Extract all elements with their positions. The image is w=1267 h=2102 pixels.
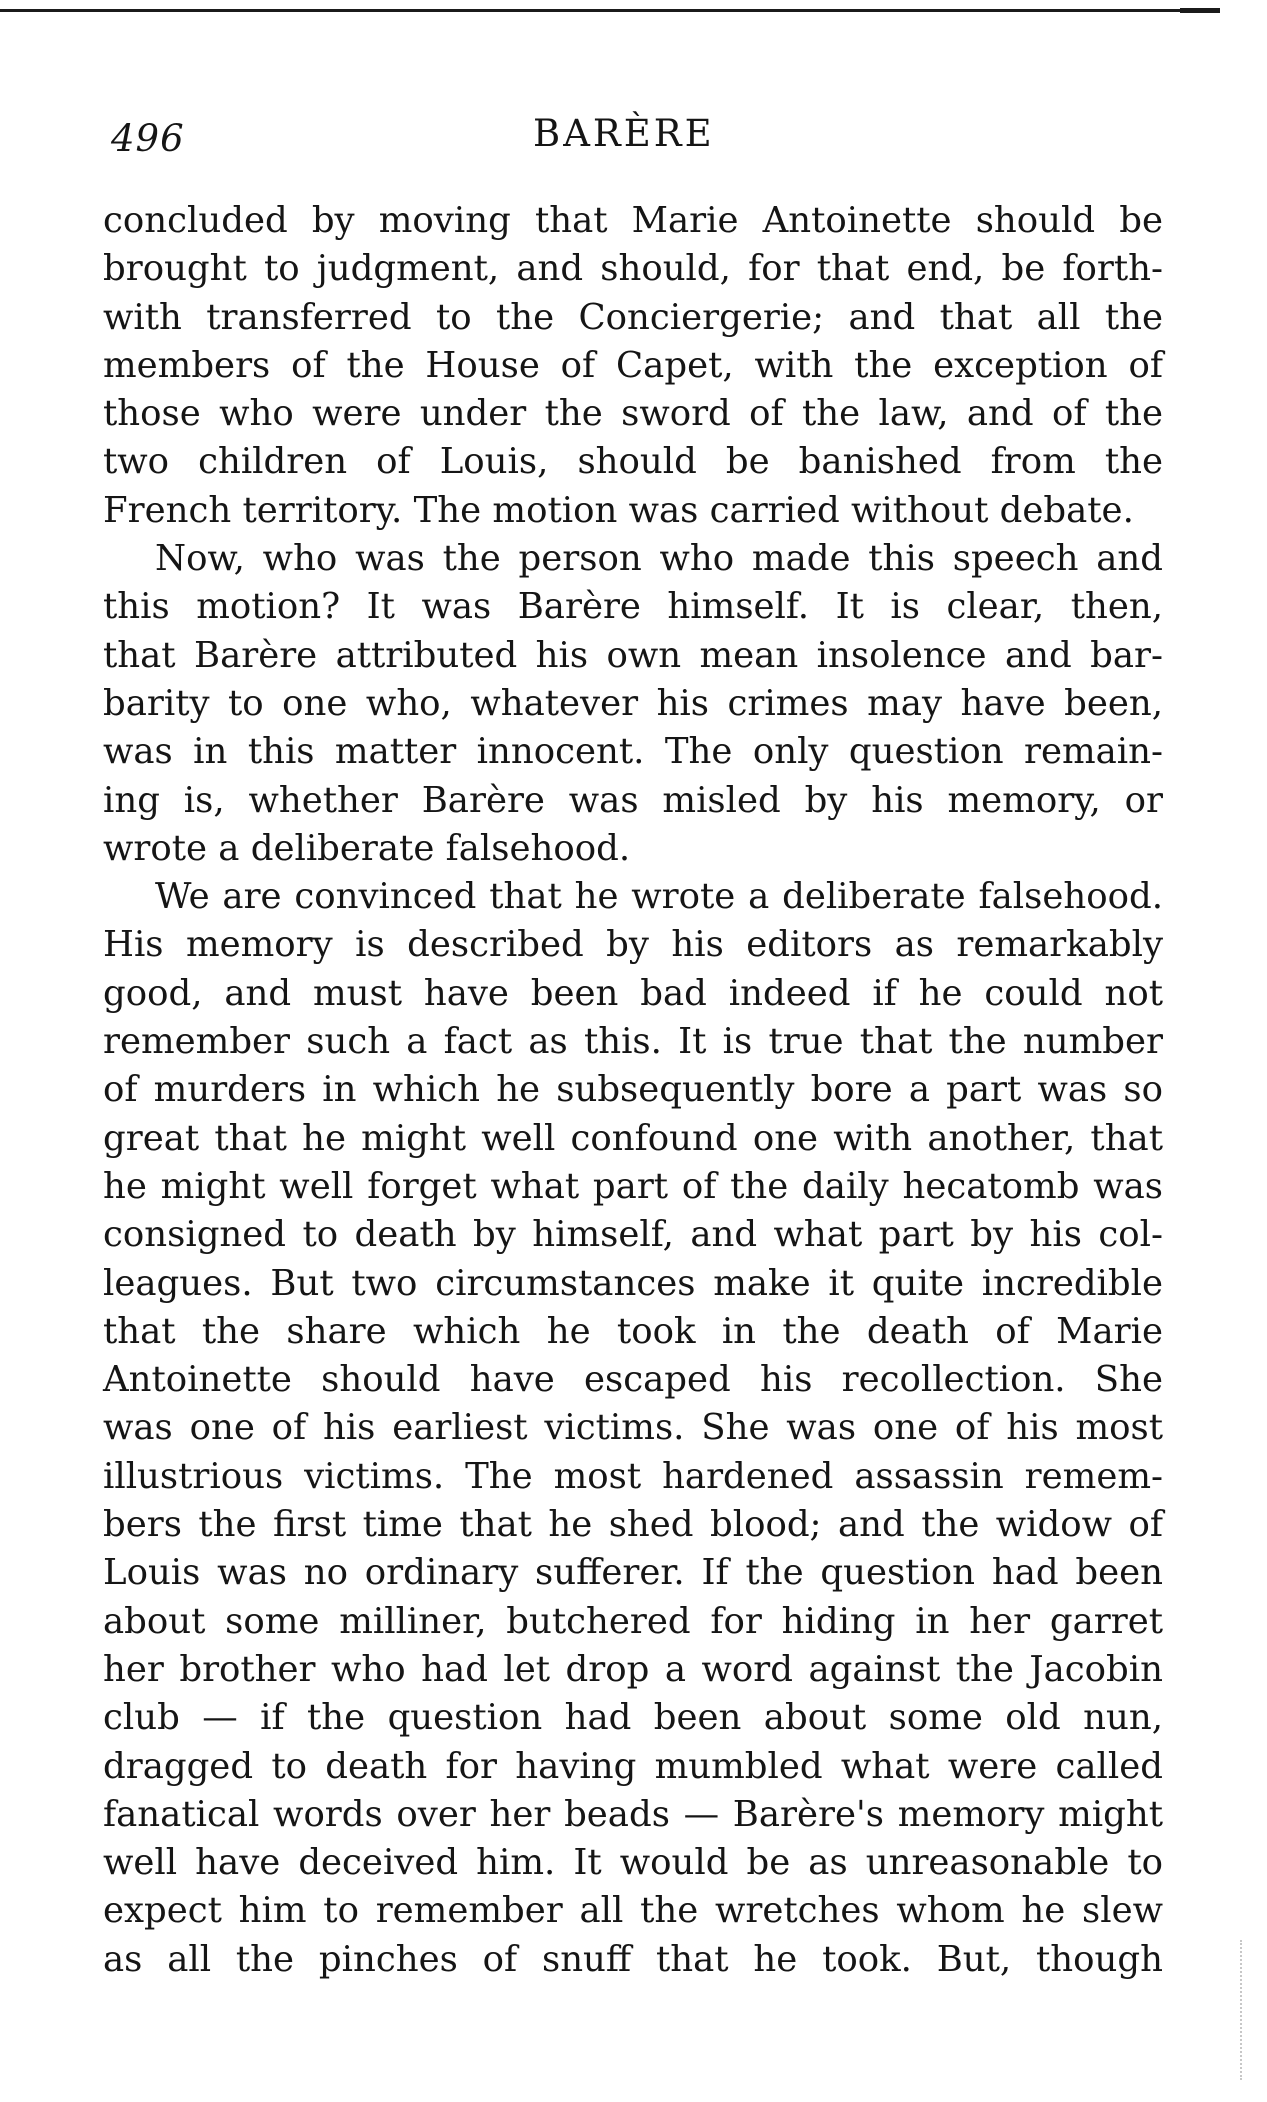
page-header	[103, 112, 1163, 172]
text-line: fanatical words over her beads — Barère's memory might	[103, 1793, 1163, 1835]
text-line: this motion? It was Barère himself. It is clear, then,	[103, 586, 1163, 628]
text-line: wrote a deliberate falsehood.	[103, 827, 631, 869]
text-line: club — if the question had been about some old nun,	[103, 1697, 1163, 1739]
text-line: Antoinette should have escaped his recollection. She	[103, 1359, 1163, 1401]
text-line: bers the first time that he shed blood; and the widow of	[103, 1504, 1163, 1546]
body-text	[103, 197, 1163, 1984]
text-line: those who were under the sword of the law, and of the	[103, 393, 1163, 435]
text-line: great that he might well confound one with another, that	[103, 1117, 1163, 1159]
text-line: brought to judgment, and should, for that end, be forth-	[103, 248, 1163, 290]
text-line: he might well forget what part of the daily hecatomb was	[103, 1165, 1163, 1207]
text-line: two children of Louis, should be banished from the	[103, 441, 1163, 483]
text-line: as all the pinches of snuff that he took. But, though	[103, 1938, 1163, 1980]
text-line: French territory. The motion was carried without debate.	[103, 489, 1134, 531]
scan-margin-artifact	[1240, 1940, 1248, 2080]
text-line: about some milliner, butchered for hiding in her garret	[103, 1600, 1163, 1642]
text-line: leagues. But two circumstances make it quite incredible	[103, 1262, 1163, 1304]
text-line: illustrious victims. The most hardened assassin remem-	[103, 1455, 1163, 1497]
text-line: His memory is described by his editors as remarkably	[103, 924, 1163, 966]
text-line: well have deceived him. It would be as unreasonable to	[103, 1842, 1163, 1884]
text-line: expect him to remember all the wretches whom he slew	[103, 1890, 1163, 1932]
text-line: barity to one who, whatever his crimes may have been,	[103, 682, 1163, 724]
text-line: with transferred to the Conciergerie; and that all the	[103, 296, 1163, 338]
text-line: was in this matter innocent. The only question remain-	[103, 731, 1163, 773]
text-line: Louis was no ordinary sufferer. If the question had been	[103, 1552, 1163, 1594]
text-line: ing is, whether Barère was misled by his memory, or	[103, 779, 1163, 821]
top-rule	[0, 9, 1220, 12]
page-number: 496	[111, 117, 185, 160]
text-line: that Barère attributed his own mean insolence and bar-	[103, 634, 1163, 676]
text-line: members of the House of Capet, with the exception of	[103, 344, 1163, 386]
text-line: that the share which he took in the death of Marie	[103, 1310, 1163, 1352]
text-line: was one of his earliest victims. She was one of his most	[103, 1407, 1163, 1449]
text-line: Now, who was the person who made this speech and	[155, 538, 1163, 580]
running-title: BARÈRE	[533, 112, 715, 155]
text-line: dragged to death for having mumbled what were called	[103, 1745, 1163, 1787]
text-line: her brother who had let drop a word against the Jacobin	[103, 1648, 1163, 1690]
text-line: concluded by moving that Marie Antoinette should be	[103, 200, 1163, 241]
text-line: consigned to death by himself, and what part by his col-	[103, 1214, 1163, 1256]
text-line: remember such a fact as this. It is true that the number	[103, 1021, 1163, 1063]
top-rule-end	[1180, 8, 1220, 13]
text-line: good, and must have been bad indeed if he could not	[103, 972, 1163, 1014]
text-line: We are convinced that he wrote a deliberate falsehood.	[155, 876, 1163, 918]
text-line: of murders in which he subsequently bore a part was so	[103, 1069, 1163, 1111]
